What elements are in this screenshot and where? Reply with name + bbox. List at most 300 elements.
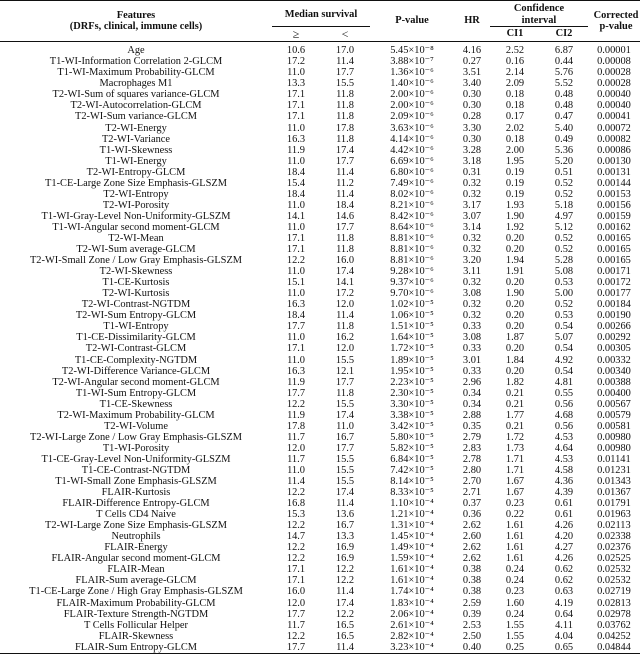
median-ge-cell: 18.4 (286, 188, 306, 200)
median-ge-cell: 12.2 (286, 255, 306, 267)
hr-cell: 0.37 (462, 498, 482, 510)
table-row (0, 277, 640, 288)
hr-cell: 2.59 (462, 597, 482, 609)
median-lt-cell: 15.5 (335, 354, 355, 366)
table-row (0, 100, 640, 111)
pvalue-cell: 1.45×10⁻⁴ (390, 531, 434, 543)
ci2-cell: 5.12 (554, 221, 574, 233)
hr-cell: 2.80 (462, 464, 482, 476)
hr-cell: 0.33 (462, 343, 482, 355)
ci2-cell: 0.52 (554, 177, 574, 189)
median-ge-cell: 16.3 (286, 365, 306, 377)
ci2-cell: 5.52 (554, 78, 574, 90)
table-row (0, 609, 640, 620)
pvalue-cell: 3.42×10⁻⁵ (390, 420, 434, 432)
table-row (0, 156, 640, 167)
pvalue-cell: 3.30×10⁻⁵ (390, 398, 434, 410)
ci1-cell: 0.19 (505, 166, 525, 178)
median-lt-cell: 12.2 (335, 575, 355, 587)
feature-cell: FLAIR-Texture Strength-NGTDM (63, 608, 209, 620)
median-lt-cell: 17.7 (335, 155, 355, 167)
corrected-pvalue-cell: 0.01141 (597, 453, 631, 465)
hr-cell: 3.30 (462, 122, 482, 134)
feature-cell: T2-WI-Maximum Probability-GLCM (57, 409, 215, 421)
median-ge-cell: 11.0 (287, 354, 305, 366)
hr-cell: 0.33 (462, 321, 482, 333)
pvalue-cell: 4.42×10⁻⁶ (390, 144, 434, 156)
feature-cell: T1-WI-Skewness (99, 144, 173, 156)
ci2-cell: 4.27 (554, 542, 574, 554)
hr-cell: 0.31 (462, 166, 482, 178)
pvalue-cell: 1.61×10⁻⁴ (390, 564, 434, 576)
median-lt-cell: 17.7 (335, 67, 355, 79)
hr-cell: 0.40 (454, 642, 490, 654)
hr-cell: 0.32 (462, 299, 482, 311)
median-lt-cell: 12.0 (335, 299, 355, 311)
pvalue-cell: 8.81×10⁻⁶ (390, 255, 434, 267)
corrected-pvalue-cell: 0.00008 (597, 56, 631, 68)
median-lt-cell: 17.4 (335, 409, 355, 421)
ci1-cell: 1.61 (505, 520, 525, 532)
pvalue-cell: 2.30×10⁻⁵ (390, 387, 434, 399)
ci1-cell: 1.73 (505, 442, 525, 454)
table-row (0, 111, 640, 122)
ci1-cell: 0.18 (505, 100, 525, 112)
table-row (0, 222, 640, 233)
hr-cell: 2.62 (462, 542, 482, 554)
pvalue-cell: 6.80×10⁻⁶ (390, 166, 434, 178)
ci1-cell: 1.90 (505, 210, 525, 222)
table-row (0, 266, 640, 277)
table-row (0, 509, 640, 520)
table-row (0, 200, 640, 211)
ci1-cell: 0.20 (505, 299, 525, 311)
pvalue-cell: 8.64×10⁻⁶ (390, 221, 434, 233)
hr-cell: 0.32 (462, 177, 482, 189)
hr-cell: 0.34 (462, 398, 482, 410)
median-lt-cell: 11.4 (336, 188, 354, 200)
feature-cell: T2-WI-Variance (101, 133, 171, 145)
ci2-cell: 0.49 (554, 133, 574, 145)
ci1-cell: 1.67 (505, 476, 525, 488)
median-lt-cell: 18.4 (335, 199, 355, 211)
median-lt-cell: 11.8 (336, 232, 354, 244)
median-lt-cell: 16.5 (335, 630, 355, 642)
hr-cell: 3.14 (462, 221, 482, 233)
ci2-cell: 0.54 (554, 365, 574, 377)
hr-cell: 2.71 (462, 487, 482, 499)
ci2-cell: 6.87 (554, 45, 574, 57)
feature-cell: FLAIR-Skewness (98, 630, 174, 642)
ci2-cell: 4.19 (554, 597, 574, 609)
corrected-pvalue-cell: 0.00082 (597, 133, 631, 145)
ci1-cell: 1.87 (505, 332, 525, 344)
table-row (0, 410, 640, 421)
hr-cell: 0.30 (462, 100, 482, 112)
ci1-cell: 1.55 (505, 619, 525, 631)
ci2-cell: 0.61 (554, 498, 574, 510)
median-lt-cell: 11.8 (336, 387, 354, 399)
header-corrected-pvalue: Corrected p-value (588, 1, 640, 42)
ci2-cell: 5.76 (554, 67, 574, 79)
pvalue-cell: 2.61×10⁻⁴ (390, 619, 434, 631)
feature-cell: T2-WI-Skewness (99, 266, 173, 278)
corrected-pvalue-cell: 0.00144 (597, 177, 631, 189)
table-row (0, 244, 640, 255)
ci2-cell: 4.04 (554, 630, 574, 642)
ci1-cell: 0.19 (505, 177, 525, 189)
table-row (0, 575, 640, 586)
ci2-cell: 5.20 (554, 155, 574, 167)
feature-cell: T2-WI-Contrast-GLCM (85, 343, 187, 355)
pvalue-cell: 9.70×10⁻⁶ (390, 288, 434, 300)
pvalue-cell: 1.61×10⁻⁴ (390, 575, 434, 587)
ci1-cell: 1.61 (505, 553, 525, 565)
table-row (0, 542, 640, 553)
pvalue-cell: 1.72×10⁻⁵ (390, 343, 434, 355)
corrected-pvalue-cell: 0.02376 (597, 542, 631, 554)
ci1-cell: 2.09 (505, 78, 525, 90)
header-median-survival: Median survival (272, 1, 370, 27)
ci1-cell: 0.23 (505, 586, 525, 598)
hr-cell: 2.70 (462, 476, 482, 488)
hr-cell: 2.62 (462, 520, 482, 532)
ci1-cell: 0.23 (505, 498, 525, 510)
ci1-cell: 0.20 (505, 310, 525, 322)
ci1-cell: 1.72 (505, 431, 525, 443)
corrected-pvalue-cell: 0.02525 (597, 553, 631, 565)
feature-cell: T1-WI-Energy (105, 155, 167, 167)
feature-cell: Macrophages M1 (99, 78, 173, 90)
median-ge-cell: 11.9 (287, 144, 305, 156)
median-ge-cell: 17.2 (286, 56, 306, 68)
table-row (0, 189, 640, 200)
corrected-pvalue-cell: 0.00305 (597, 343, 631, 355)
ci1-cell: 0.19 (505, 188, 525, 200)
ci1-cell: 1.91 (505, 266, 525, 278)
corrected-pvalue-cell: 0.00332 (597, 354, 631, 366)
corrected-pvalue-cell: 0.00177 (597, 288, 631, 300)
median-lt-cell: 17.8 (335, 122, 355, 134)
hr-cell: 3.08 (462, 332, 482, 344)
table-row (0, 178, 640, 189)
median-lt-cell: 17.2 (335, 288, 355, 300)
ci1-cell: 1.90 (505, 288, 525, 300)
corrected-pvalue-cell: 0.01231 (597, 464, 631, 476)
feature-cell: T2-WI-Volume (104, 420, 168, 432)
ci2-cell: 0.63 (554, 586, 574, 598)
ci1-cell: 0.20 (505, 343, 525, 355)
corrected-pvalue-cell: 0.00153 (597, 188, 631, 200)
feature-cell: FLAIR-Mean (107, 564, 165, 576)
header-features-title: Features (116, 9, 156, 21)
median-lt-cell: 13.6 (335, 509, 355, 521)
median-ge-cell: 12.2 (286, 520, 306, 532)
ci1-cell: 0.21 (505, 398, 525, 410)
median-ge-cell: 11.0 (287, 122, 305, 134)
median-lt-cell: 17.7 (335, 442, 355, 454)
feature-cell: T2-WI-Kurtosis (102, 288, 170, 300)
hr-cell: 2.62 (462, 553, 482, 565)
table-row (0, 564, 640, 575)
corrected-pvalue-cell: 0.00041 (597, 111, 631, 123)
feature-cell: T2-WI-Sum average-GLCM (76, 244, 196, 256)
ci2-cell: 0.52 (554, 188, 574, 200)
median-ge-cell: 17.7 (272, 642, 320, 654)
hr-cell: 2.60 (462, 531, 482, 543)
ci1-cell: 0.24 (505, 564, 525, 576)
pvalue-cell: 1.31×10⁻⁴ (390, 520, 434, 532)
ci2-cell: 0.53 (554, 310, 574, 322)
hr-cell: 0.32 (462, 232, 482, 244)
pvalue-cell: 1.21×10⁻⁴ (390, 509, 434, 521)
median-ge-cell: 12.0 (286, 442, 306, 454)
ci2-cell: 0.53 (554, 277, 574, 289)
ci2-cell: 4.39 (554, 487, 574, 499)
ci1-cell: 1.67 (505, 487, 525, 499)
pvalue-cell: 1.74×10⁻⁴ (390, 586, 434, 598)
corrected-pvalue-cell: 0.00165 (597, 232, 631, 244)
feature-cell: FLAIR-Maximum Probability-GLCM (56, 597, 216, 609)
pvalue-cell: 8.33×10⁻⁵ (390, 487, 434, 499)
median-ge-cell: 17.8 (286, 420, 306, 432)
ci2-cell: 0.64 (554, 608, 574, 620)
ci2-cell: 0.54 (554, 321, 574, 333)
pvalue-cell: 2.06×10⁻⁴ (390, 608, 434, 620)
ci1-cell: 0.21 (505, 420, 525, 432)
corrected-pvalue-cell: 0.00165 (597, 255, 631, 267)
pvalue-cell: 1.02×10⁻⁵ (390, 299, 434, 311)
table-row (0, 443, 640, 454)
ci1-cell: 0.24 (505, 575, 525, 587)
median-lt-cell: 16.7 (335, 431, 355, 443)
corrected-pvalue-cell: 0.04252 (597, 630, 631, 642)
ci2-cell: 5.28 (554, 255, 574, 267)
hr-cell: 0.28 (462, 111, 482, 123)
hr-cell: 0.38 (462, 586, 482, 598)
median-lt-cell: 11.4 (336, 56, 354, 68)
header-pvalue: P-value (370, 1, 454, 42)
median-lt-cell: 15.5 (335, 78, 355, 90)
pvalue-cell: 1.10×10⁻⁴ (390, 498, 434, 510)
median-ge-cell: 12.2 (286, 487, 306, 499)
median-ge-cell: 12.2 (286, 630, 306, 642)
header-features-sub: (DRFs, clinical, immune cells) (69, 21, 203, 33)
corrected-pvalue-cell: 0.00579 (597, 409, 631, 421)
ci1-cell: 1.95 (505, 155, 525, 167)
ci1-cell: 1.94 (505, 255, 525, 267)
median-lt-cell: 11.8 (336, 100, 354, 112)
median-lt-cell: 11.4 (336, 310, 354, 322)
ci2-cell: 0.56 (554, 420, 574, 432)
pvalue-cell: 1.49×10⁻⁴ (390, 542, 434, 554)
feature-cell: FLAIR-Difference Entropy-GLCM (62, 498, 210, 510)
hr-cell: 2.78 (462, 453, 482, 465)
corrected-pvalue-cell: 0.04844 (588, 642, 640, 654)
ci2-cell: 4.11 (555, 619, 573, 631)
hr-cell: 0.38 (462, 564, 482, 576)
feature-cell: T2-WI-Autocorrelation-GLCM (70, 100, 202, 112)
table-body (0, 42, 640, 654)
pvalue-cell: 4.14×10⁻⁶ (390, 133, 434, 145)
pvalue-cell: 1.64×10⁻⁵ (390, 332, 434, 344)
hr-cell: 0.32 (462, 277, 482, 289)
ci2-cell: 4.26 (554, 520, 574, 532)
hr-cell: 3.20 (462, 255, 482, 267)
feature-cell: FLAIR-Kurtosis (101, 487, 171, 499)
pvalue-cell: 8.14×10⁻⁵ (390, 476, 434, 488)
ci1-cell: 0.17 (505, 111, 525, 123)
corrected-pvalue-cell: 0.02719 (597, 586, 631, 598)
median-lt-cell: 15.5 (335, 476, 355, 488)
feature-cell: T1-CE-Gray-Level Non-Uniformity-GLSZM (41, 453, 231, 465)
pvalue-cell: 3.23×10⁻⁴ (370, 642, 454, 654)
ci1-cell: 0.16 (505, 56, 525, 68)
table-row (0, 399, 640, 410)
header-ci2: CI2 (540, 27, 588, 42)
ci1-cell: 1.77 (505, 409, 525, 421)
table-row (0, 465, 640, 476)
feature-cell: T1-CE-Kurtosis (102, 277, 170, 289)
feature-cell: T1-WI-Information Correlation 2-GLCM (49, 56, 223, 68)
header-ci1: CI1 (490, 27, 540, 42)
header-hr: HR (454, 1, 490, 42)
median-lt-cell: 16.7 (335, 520, 355, 532)
corrected-pvalue-cell: 0.00156 (597, 199, 631, 211)
feature-cell: T2-WI-Large Zone Size Emphasis-GLSZM (45, 520, 227, 532)
median-lt-cell: 11.8 (336, 321, 354, 333)
table-row (0, 454, 640, 465)
ci1-cell: 1.61 (505, 542, 525, 554)
hr-cell: 2.53 (462, 619, 482, 631)
feature-cell: FLAIR-Sum average-GLCM (75, 575, 197, 587)
ci2-cell: 0.52 (554, 244, 574, 256)
hr-cell: 0.32 (462, 188, 482, 200)
corrected-pvalue-cell: 0.00980 (597, 431, 631, 443)
pvalue-cell: 2.00×10⁻⁶ (390, 100, 434, 112)
pvalue-cell: 2.82×10⁻⁴ (390, 630, 434, 642)
hr-cell: 2.83 (462, 442, 482, 454)
hr-cell: 3.51 (462, 67, 482, 79)
median-lt-cell: 17.0 (335, 45, 355, 57)
header-features (0, 1, 272, 42)
corrected-pvalue-cell: 0.00086 (597, 144, 631, 156)
pvalue-cell: 5.82×10⁻⁵ (390, 442, 434, 454)
ci2-cell: 5.00 (554, 288, 574, 300)
corrected-pvalue-cell: 0.00040 (597, 89, 631, 101)
corrected-pvalue-cell: 0.02532 (597, 564, 631, 576)
ci1-cell: 1.60 (505, 597, 525, 609)
table-row (0, 310, 640, 321)
median-ge-cell: 11.9 (287, 376, 305, 388)
ci2-cell: 0.65 (540, 642, 588, 654)
median-lt-cell: 15.5 (335, 453, 355, 465)
ci2-cell: 0.62 (554, 575, 574, 587)
ci1-cell: 0.20 (505, 321, 525, 333)
median-ge-cell: 17.7 (286, 321, 306, 333)
feature-cell: T1-WI-Gray-Level Non-Uniformity-GLSZM (41, 210, 231, 222)
pvalue-cell: 9.28×10⁻⁶ (390, 266, 434, 278)
ci1-cell: 0.20 (505, 277, 525, 289)
header-confidence-interval: Confidence interval (490, 1, 588, 27)
feature-cell: FLAIR-Energy (104, 542, 168, 554)
pvalue-cell: 1.06×10⁻⁵ (390, 310, 434, 322)
table-row (0, 498, 640, 509)
hr-cell: 3.07 (462, 210, 482, 222)
feature-cell: T1-WI-Entropy (103, 321, 169, 333)
ci2-cell: 0.48 (554, 89, 574, 101)
table-row (0, 343, 640, 354)
feature-cell: T2-WI-Sum Entropy-GLCM (75, 310, 197, 322)
feature-cell: T2-WI-Difference Variance-GLCM (61, 365, 211, 377)
table-row (0, 598, 640, 609)
median-ge-cell: 12.2 (286, 398, 306, 410)
corrected-pvalue-cell: 0.00266 (597, 321, 631, 333)
pvalue-cell: 6.69×10⁻⁶ (390, 155, 434, 167)
hr-cell: 0.35 (462, 420, 482, 432)
median-lt-cell: 16.9 (335, 542, 355, 554)
table-row (0, 377, 640, 388)
median-ge-cell: 14.1 (286, 210, 306, 222)
median-ge-cell: 11.0 (287, 155, 305, 167)
feature-cell: T1-CE-Large Zone / High Gray Emphasis-GLSZM (29, 586, 243, 598)
ci2-cell: 4.64 (554, 442, 574, 454)
median-ge-cell: 11.0 (287, 199, 305, 211)
table-row (0, 288, 640, 299)
hr-cell: 3.28 (462, 144, 482, 156)
median-ge-cell: 16.8 (286, 498, 306, 510)
median-lt-cell: 11.8 (336, 133, 354, 145)
feature-cell: T2-WI-Energy (105, 122, 167, 134)
median-lt-cell: 12.0 (335, 343, 355, 355)
table-row (0, 233, 640, 244)
table-row (0, 42, 640, 57)
median-lt-cell: 12.2 (335, 608, 355, 620)
corrected-pvalue-cell: 0.00001 (597, 45, 631, 57)
corrected-pvalue-cell: 0.01963 (597, 509, 631, 521)
corrected-pvalue-cell: 0.00159 (597, 210, 631, 222)
median-ge-cell: 18.4 (286, 310, 306, 322)
median-ge-cell: 12.2 (286, 553, 306, 565)
feature-cell: T2-WI-Entropy-GLCM (86, 166, 186, 178)
median-ge-cell: 17.1 (286, 111, 306, 123)
feature-cell: T1-CE-Skewness (99, 398, 173, 410)
feature-cell: Age (127, 45, 145, 57)
feature-cell: T1-CE-Contrast-NGTDM (81, 464, 191, 476)
ci1-cell: 2.00 (505, 144, 525, 156)
median-ge-cell: 10.6 (286, 45, 306, 57)
median-ge-cell: 17.1 (286, 89, 306, 101)
table-row (0, 321, 640, 332)
median-ge-cell: 11.4 (287, 476, 305, 488)
pvalue-cell: 1.95×10⁻⁵ (390, 365, 434, 377)
table-row (0, 167, 640, 178)
corrected-pvalue-cell: 0.02813 (597, 597, 631, 609)
median-lt-cell: 11.4 (320, 642, 370, 654)
ci1-cell: 0.22 (505, 509, 525, 521)
table-row (0, 432, 640, 443)
table-row (0, 56, 640, 67)
feature-cell: T2-WI-Entropy (103, 188, 169, 200)
median-lt-cell: 11.8 (336, 244, 354, 256)
median-lt-cell: 17.4 (335, 266, 355, 278)
table-row (0, 332, 640, 343)
median-ge-cell: 11.7 (287, 453, 305, 465)
corrected-pvalue-cell: 0.00388 (597, 376, 631, 388)
feature-cell: Neutrophils (111, 531, 161, 543)
median-ge-cell: 11.0 (287, 288, 305, 300)
ci2-cell: 0.47 (554, 111, 574, 123)
